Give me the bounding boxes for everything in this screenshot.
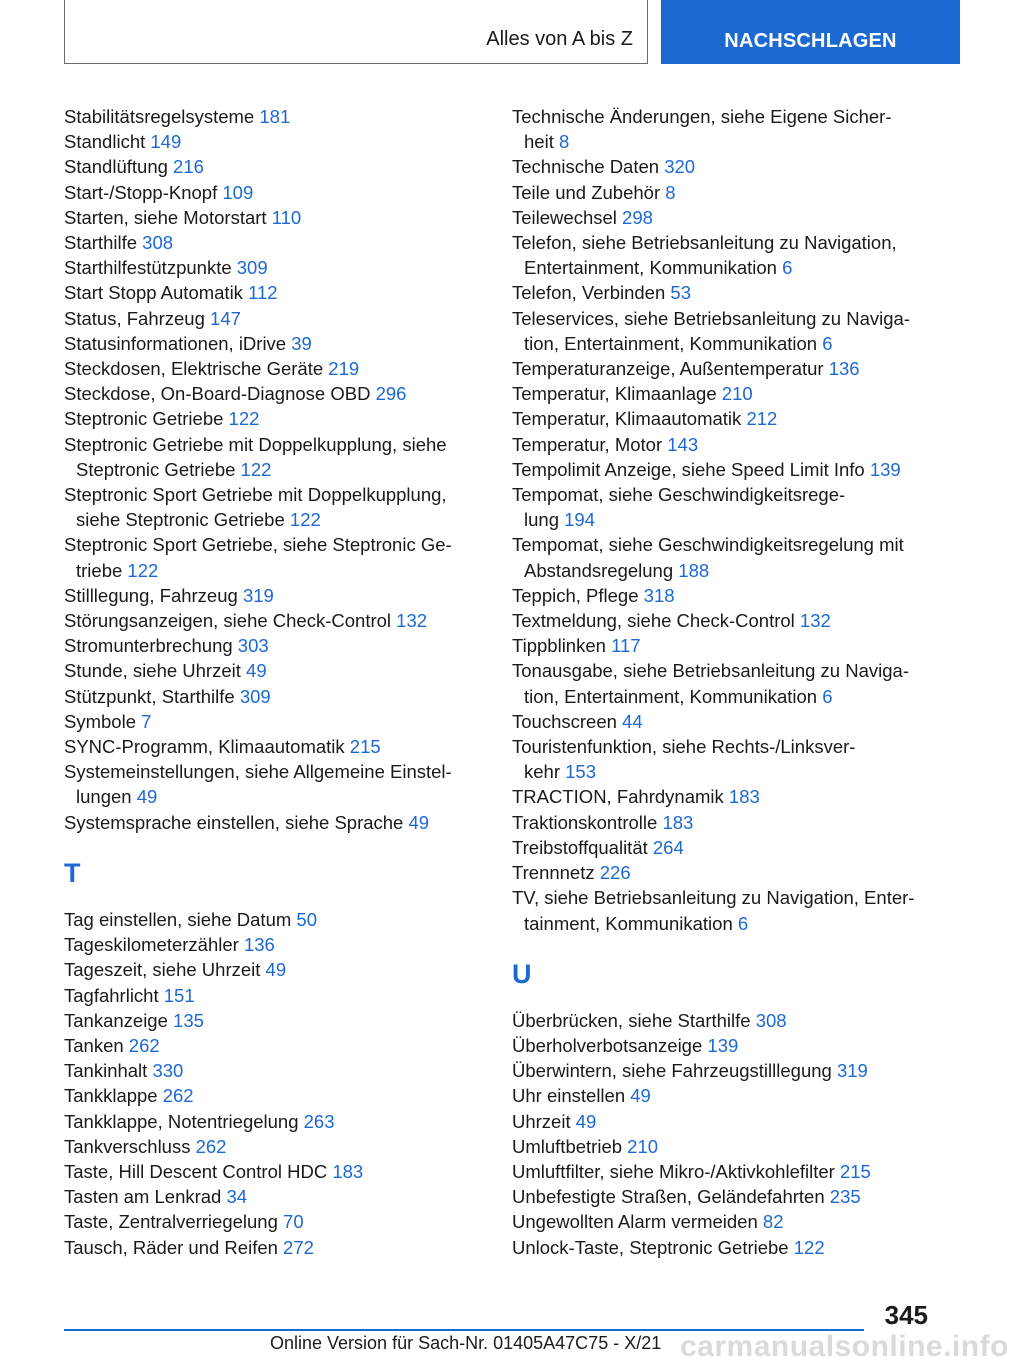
page-reference-link[interactable]: 135 bbox=[173, 1009, 204, 1031]
index-entry bbox=[64, 255, 484, 280]
index-entry bbox=[64, 180, 484, 205]
page-reference-link[interactable]: 122 bbox=[228, 408, 260, 430]
page-reference-link[interactable]: 143 bbox=[667, 433, 699, 455]
page-reference-link[interactable]: 309 bbox=[239, 685, 271, 707]
page-reference-link[interactable]: 136 bbox=[243, 934, 275, 956]
page-reference-link[interactable]: 50 bbox=[296, 908, 317, 930]
page-reference-link[interactable]: 6 bbox=[822, 332, 833, 354]
entry-term: Teleservices, siehe Betriebsanleitung zu Naviga‐ bbox=[512, 307, 910, 329]
page-reference-link[interactable]: 183 bbox=[728, 786, 760, 808]
entry-term: Taste, Hill Descent Control HDC bbox=[64, 1160, 333, 1182]
entry-term: Umluftbetrieb bbox=[512, 1135, 628, 1157]
page-reference-link[interactable]: 8 bbox=[665, 181, 676, 203]
page-reference-link[interactable]: 153 bbox=[565, 761, 597, 783]
entry-term: Steptronic Sport Getriebe, siehe Steptronic Ge‐ bbox=[64, 534, 452, 556]
entry-term: Steckdose, On-Board-Diagnose OBD bbox=[64, 383, 376, 405]
entry-term: Tonausgabe, siehe Betriebsanleitung zu Naviga‐ bbox=[512, 660, 909, 682]
index-entry bbox=[512, 280, 932, 305]
index-entry bbox=[512, 1008, 932, 1033]
entry-term: Tageszeit, siehe Uhrzeit bbox=[64, 959, 266, 981]
index-entry bbox=[64, 381, 484, 406]
index-entry bbox=[512, 734, 932, 784]
page-reference-link[interactable]: 7 bbox=[141, 710, 152, 732]
entry-term: Tasten am Lenkrad bbox=[64, 1186, 227, 1208]
index-entry bbox=[512, 104, 932, 154]
page-reference-link[interactable]: 149 bbox=[150, 131, 182, 153]
entry-term: Starthilfe bbox=[64, 232, 143, 254]
entry-term-continuation: tion, Entertainment, Kommunikation bbox=[524, 685, 823, 707]
entry-term: Start-/Stopp-Knopf bbox=[64, 181, 223, 203]
entry-term: Uhrzeit bbox=[512, 1110, 576, 1132]
page-reference-link[interactable]: 110 bbox=[271, 206, 302, 228]
index-entry bbox=[64, 907, 484, 932]
index-entry bbox=[64, 684, 484, 709]
entry-term: Überholverbotsanzeige bbox=[512, 1034, 708, 1056]
entry-term: Statusinformationen, iDrive bbox=[64, 332, 292, 354]
page-reference-link[interactable]: 49 bbox=[136, 786, 158, 808]
index-entry bbox=[64, 759, 484, 809]
index-entry bbox=[64, 1209, 484, 1234]
index-entry bbox=[512, 1058, 932, 1083]
page-reference-link[interactable]: 212 bbox=[746, 408, 778, 430]
index-entry bbox=[64, 532, 484, 582]
page-reference-link[interactable]: 210 bbox=[627, 1135, 659, 1157]
index-entry bbox=[64, 230, 484, 255]
index-entry bbox=[64, 1109, 484, 1134]
header-frame bbox=[64, 0, 648, 64]
page-reference-link[interactable]: 263 bbox=[303, 1110, 335, 1132]
entry-term: SYNC-Programm, Klimaautomatik bbox=[64, 736, 350, 758]
index-entry bbox=[64, 633, 484, 658]
index-entry bbox=[64, 482, 484, 532]
index-entry bbox=[64, 983, 484, 1008]
page-reference-link[interactable]: 109 bbox=[222, 181, 254, 203]
entry-term-continuation: tion, Entertainment, Kommunikation bbox=[524, 332, 823, 354]
index-entry bbox=[512, 810, 932, 835]
entry-term: Überbrücken, siehe Starthilfe bbox=[512, 1009, 756, 1031]
entry-term: Tempolimit Anzeige, siehe Speed Limit Info bbox=[512, 458, 870, 480]
entry-term: Teilewechsel bbox=[512, 206, 623, 228]
entry-term: Temperatur, Klimaanlage bbox=[512, 383, 722, 405]
index-entry bbox=[512, 1159, 932, 1184]
index-entry bbox=[512, 709, 932, 734]
entry-term: Telefon, siehe Betriebsanleitung zu Navigation, bbox=[512, 232, 897, 254]
entry-term: Technische Änderungen, siehe Eigene Sicher‐ bbox=[512, 106, 892, 127]
index-entry bbox=[64, 1184, 484, 1209]
index-entry bbox=[64, 1058, 484, 1083]
entry-term: Teppich, Pflege bbox=[512, 584, 644, 606]
entry-term-continuation: lungen bbox=[76, 786, 137, 808]
index-entry bbox=[512, 230, 932, 280]
page-reference-link[interactable]: 309 bbox=[236, 257, 268, 279]
entry-term-continuation: triebe bbox=[76, 559, 128, 581]
index-entry bbox=[64, 331, 484, 356]
entry-term-continuation: Entertainment, Kommunikation bbox=[524, 257, 783, 279]
entry-term: Stützpunkt, Starthilfe bbox=[64, 685, 240, 707]
entry-term: Traktionskontrolle bbox=[512, 811, 663, 833]
page-reference-link[interactable]: 132 bbox=[396, 610, 428, 632]
entry-term: Teile und Zubehör bbox=[512, 181, 666, 203]
page-reference-link[interactable]: 262 bbox=[162, 1085, 194, 1107]
page-reference-link[interactable]: 181 bbox=[259, 106, 291, 127]
page-reference-link[interactable]: 272 bbox=[283, 1236, 314, 1258]
page-reference-link[interactable]: 49 bbox=[246, 660, 267, 682]
index-entry bbox=[512, 532, 932, 582]
index-entry bbox=[64, 1083, 484, 1108]
section-letter: U bbox=[512, 958, 532, 989]
page-reference-link[interactable]: 216 bbox=[173, 156, 204, 178]
entry-term: Uhr einstellen bbox=[512, 1085, 631, 1107]
index-entry bbox=[64, 129, 484, 154]
page-reference-link[interactable]: 49 bbox=[630, 1085, 651, 1107]
index-entry bbox=[64, 810, 484, 835]
entry-term: Treibstoffqualität bbox=[512, 836, 653, 858]
entry-term: Temperatur, Klimaautomatik bbox=[512, 408, 747, 430]
index-entry bbox=[64, 658, 484, 683]
page-reference-link[interactable]: 303 bbox=[237, 635, 269, 657]
index-entry bbox=[512, 860, 932, 885]
page-reference-link[interactable]: 49 bbox=[408, 811, 430, 833]
page-reference-link[interactable]: 194 bbox=[564, 509, 595, 531]
entry-term: Tankklappe bbox=[64, 1085, 163, 1107]
page-reference-link[interactable]: 215 bbox=[839, 1160, 871, 1182]
index-entry bbox=[64, 356, 484, 381]
index-entry bbox=[512, 205, 932, 230]
index-entry bbox=[512, 1109, 932, 1134]
index-entry bbox=[512, 1134, 932, 1159]
page-reference-link[interactable]: 319 bbox=[242, 584, 274, 606]
page-reference-link[interactable]: 122 bbox=[289, 509, 321, 531]
page-reference-link[interactable]: 139 bbox=[707, 1034, 739, 1056]
index-entry bbox=[512, 784, 932, 809]
entry-term: Störungsanzeigen, siehe Check-Control bbox=[64, 610, 397, 632]
entry-term: Textmeldung, siehe Check-Control bbox=[512, 610, 800, 632]
page-reference-link[interactable]: 183 bbox=[662, 811, 694, 833]
section-title: Alles von A bis Z bbox=[486, 28, 633, 50]
page-reference-link[interactable]: 215 bbox=[349, 736, 381, 758]
entry-term: Unlock-Taste, Steptronic Getriebe bbox=[512, 1236, 794, 1258]
page-reference-link[interactable]: 183 bbox=[332, 1160, 364, 1182]
page-reference-link[interactable]: 122 bbox=[240, 458, 272, 480]
entry-term-continuation: tainment, Kommunikation bbox=[524, 912, 738, 934]
entry-term-continuation: Steptronic Getriebe bbox=[76, 458, 241, 480]
page-reference-link[interactable]: 6 bbox=[737, 912, 749, 934]
index-entry bbox=[512, 482, 932, 532]
watermark-logo: carmanualsonline.info bbox=[680, 1330, 1009, 1363]
index-entry bbox=[64, 205, 484, 230]
entry-term: Tankverschluss bbox=[64, 1135, 196, 1157]
index-entry bbox=[512, 406, 932, 431]
entry-term: Start Stopp Automatik bbox=[64, 282, 249, 304]
page-reference-link[interactable]: 49 bbox=[265, 959, 287, 981]
page-reference-link[interactable]: 6 bbox=[822, 685, 833, 707]
entry-term: Starten, siehe Motorstart bbox=[64, 206, 272, 228]
page-reference-link[interactable]: 235 bbox=[829, 1186, 861, 1208]
index-entry bbox=[64, 1159, 484, 1184]
index-entry bbox=[512, 180, 932, 205]
entry-term: Tag einstellen, siehe Datum bbox=[64, 908, 297, 930]
entry-term-continuation: lung bbox=[524, 509, 565, 531]
index-entry bbox=[512, 583, 932, 608]
entry-term: Stabilitätsregelsysteme bbox=[64, 106, 260, 127]
entry-term: Tankanzeige bbox=[64, 1009, 174, 1031]
index-entry bbox=[512, 658, 932, 708]
index-entry bbox=[512, 835, 932, 860]
index-entry bbox=[64, 406, 484, 431]
entry-term: Unbefestigte Straßen, Geländefahrten bbox=[512, 1186, 830, 1208]
entry-term: Stunde, siehe Uhrzeit bbox=[64, 660, 247, 682]
index-entry bbox=[64, 734, 484, 759]
entry-term: Status, Fahrzeug bbox=[64, 307, 211, 329]
page-reference-link[interactable]: 39 bbox=[291, 332, 312, 354]
entry-term: Tagfahrlicht bbox=[64, 984, 164, 1006]
index-entry bbox=[512, 1184, 932, 1209]
page-reference-link[interactable]: 188 bbox=[678, 559, 710, 581]
index-entry bbox=[64, 104, 484, 129]
page-reference-link[interactable]: 308 bbox=[142, 232, 174, 254]
entry-term-continuation: siehe Steptronic Getriebe bbox=[76, 509, 290, 531]
entry-term: Standlüftung bbox=[64, 156, 174, 178]
page-reference-link[interactable]: 147 bbox=[210, 307, 241, 329]
entry-term: Trennnetz bbox=[512, 862, 600, 884]
entry-term-continuation: kehr bbox=[524, 761, 566, 783]
index-entry bbox=[512, 457, 932, 482]
entry-term: TV, siehe Betriebsanleitung zu Navigation, Enter‐ bbox=[512, 887, 915, 909]
page-reference-link[interactable]: 219 bbox=[328, 358, 360, 380]
entry-term: Steptronic Sport Getriebe mit Doppelkupplung, bbox=[64, 484, 447, 506]
entry-term: Systemsprache einstellen, siehe Sprache bbox=[64, 811, 409, 833]
entry-term: Stilllegung, Fahrzeug bbox=[64, 584, 243, 606]
page-reference-link[interactable]: 262 bbox=[128, 1034, 160, 1056]
page-reference-link[interactable]: 264 bbox=[652, 836, 684, 858]
page-reference-link[interactable]: 139 bbox=[869, 458, 901, 480]
page-reference-link[interactable]: 262 bbox=[195, 1135, 227, 1157]
page-reference-link[interactable]: 8 bbox=[558, 131, 570, 153]
entry-term: Ungewollten Alarm vermeiden bbox=[512, 1211, 763, 1233]
entry-term: Symbole bbox=[64, 710, 142, 732]
entry-term: Tageskilometerzähler bbox=[64, 934, 244, 956]
page-reference-link[interactable]: 320 bbox=[664, 156, 696, 178]
section-letter: T bbox=[64, 857, 81, 888]
page-reference-link[interactable]: 82 bbox=[762, 1211, 784, 1233]
entry-term: Stromunterbrechung bbox=[64, 635, 238, 657]
index-entry bbox=[512, 1033, 932, 1058]
index-entry bbox=[64, 608, 484, 633]
page-reference-link[interactable]: 298 bbox=[622, 206, 653, 228]
page-reference-link[interactable]: 210 bbox=[721, 383, 753, 405]
index-entry bbox=[64, 1134, 484, 1159]
index-entry bbox=[64, 280, 484, 305]
page-reference-link[interactable]: 151 bbox=[163, 984, 195, 1006]
page-reference-link[interactable]: 6 bbox=[782, 257, 793, 279]
page-reference-link[interactable]: 318 bbox=[643, 584, 675, 606]
entry-term: Steckdosen, Elektrische Geräte bbox=[64, 358, 329, 380]
page-reference-link[interactable]: 44 bbox=[622, 710, 643, 732]
index-entry bbox=[512, 1235, 932, 1260]
index-entry bbox=[64, 709, 484, 734]
index-entry bbox=[64, 957, 484, 982]
entry-term: Tankklappe, Notentriegelung bbox=[64, 1110, 304, 1132]
page-reference-link[interactable]: 226 bbox=[599, 862, 631, 884]
tab-nachschlagen[interactable]: NACHSCHLAGEN bbox=[661, 0, 960, 64]
index-entry bbox=[512, 633, 932, 658]
page-reference-link[interactable]: 132 bbox=[799, 610, 831, 632]
footer-online-version: Online Version für Sach-Nr. 01405A47C75 - X/21 bbox=[270, 1333, 662, 1353]
entry-term: Tippblinken bbox=[512, 635, 612, 657]
index-entry bbox=[64, 306, 484, 331]
index-entry bbox=[64, 583, 484, 608]
entry-term: Systemeinstellungen, siehe Allgemeine Einstel‐ bbox=[64, 761, 452, 783]
index-column-right bbox=[512, 104, 932, 1260]
entry-term: Steptronic Getriebe bbox=[64, 408, 229, 430]
page-reference-link[interactable]: 330 bbox=[152, 1060, 184, 1082]
entry-term: Temperatur, Motor bbox=[512, 433, 668, 455]
index-entry bbox=[512, 608, 932, 633]
index-entry bbox=[512, 432, 932, 457]
entry-term: Tausch, Räder und Reifen bbox=[64, 1236, 284, 1258]
page-reference-link[interactable]: 70 bbox=[283, 1211, 304, 1233]
entry-term: Überwintern, siehe Fahrzeugstilllegung bbox=[512, 1060, 837, 1082]
index-entry bbox=[64, 1235, 484, 1260]
index-column-left bbox=[64, 104, 484, 1260]
page-reference-link[interactable]: 308 bbox=[755, 1009, 787, 1031]
page-reference-link[interactable]: 112 bbox=[248, 282, 278, 304]
page-reference-link[interactable]: 296 bbox=[375, 383, 407, 405]
index-entry bbox=[64, 1033, 484, 1058]
entry-term: Touchscreen bbox=[512, 710, 623, 732]
page-reference-link[interactable]: 34 bbox=[226, 1186, 248, 1208]
entry-term-continuation: heit bbox=[524, 131, 559, 153]
entry-term: Starthilfestützpunkte bbox=[64, 257, 237, 279]
entry-term: Touristenfunktion, siehe Rechts-/Linksver‐ bbox=[512, 736, 856, 758]
entry-term: Umluftfilter, siehe Mikro-/Aktivkohlefilter bbox=[512, 1160, 840, 1182]
page-reference-link[interactable]: 319 bbox=[836, 1060, 868, 1082]
page-reference-link[interactable]: 122 bbox=[793, 1236, 825, 1258]
page-reference-link[interactable]: 136 bbox=[828, 358, 860, 380]
entry-term: Tempomat, siehe Geschwindigkeitsrege‐ bbox=[512, 484, 846, 506]
index-entry bbox=[64, 932, 484, 957]
page-reference-link[interactable]: 117 bbox=[611, 635, 641, 657]
entry-term: Standlicht bbox=[64, 131, 151, 153]
index-entry bbox=[512, 1083, 932, 1108]
index-entry bbox=[64, 1008, 484, 1033]
entry-term: Steptronic Getriebe mit Doppelkupplung, siehe bbox=[64, 433, 447, 455]
index-entry bbox=[512, 1209, 932, 1234]
entry-term: TRACTION, Fahrdynamik bbox=[512, 786, 729, 808]
entry-term: Temperaturanzeige, Außentemperatur bbox=[512, 358, 829, 380]
index-entry bbox=[512, 306, 932, 356]
page-reference-link[interactable]: 53 bbox=[670, 282, 691, 304]
entry-term: Taste, Zentralverriegelung bbox=[64, 1211, 284, 1233]
page-reference-link[interactable]: 122 bbox=[127, 559, 159, 581]
entry-term: Tanken bbox=[64, 1034, 129, 1056]
index-entry bbox=[64, 154, 484, 179]
page-number: 345 bbox=[884, 1300, 928, 1330]
entry-term: Technische Daten bbox=[512, 156, 665, 178]
page-reference-link[interactable]: 49 bbox=[575, 1110, 597, 1132]
index-entry bbox=[64, 432, 484, 482]
entry-term: Telefon, Verbinden bbox=[512, 282, 671, 304]
index-entry bbox=[512, 885, 932, 935]
index-entry bbox=[512, 154, 932, 179]
entry-term-continuation: Abstandsregelung bbox=[524, 559, 679, 581]
index-entry bbox=[512, 381, 932, 406]
entry-term: Tankinhalt bbox=[64, 1060, 153, 1082]
index-entry bbox=[512, 356, 932, 381]
entry-term: Tempomat, siehe Geschwindigkeitsregelung mit bbox=[512, 534, 904, 556]
